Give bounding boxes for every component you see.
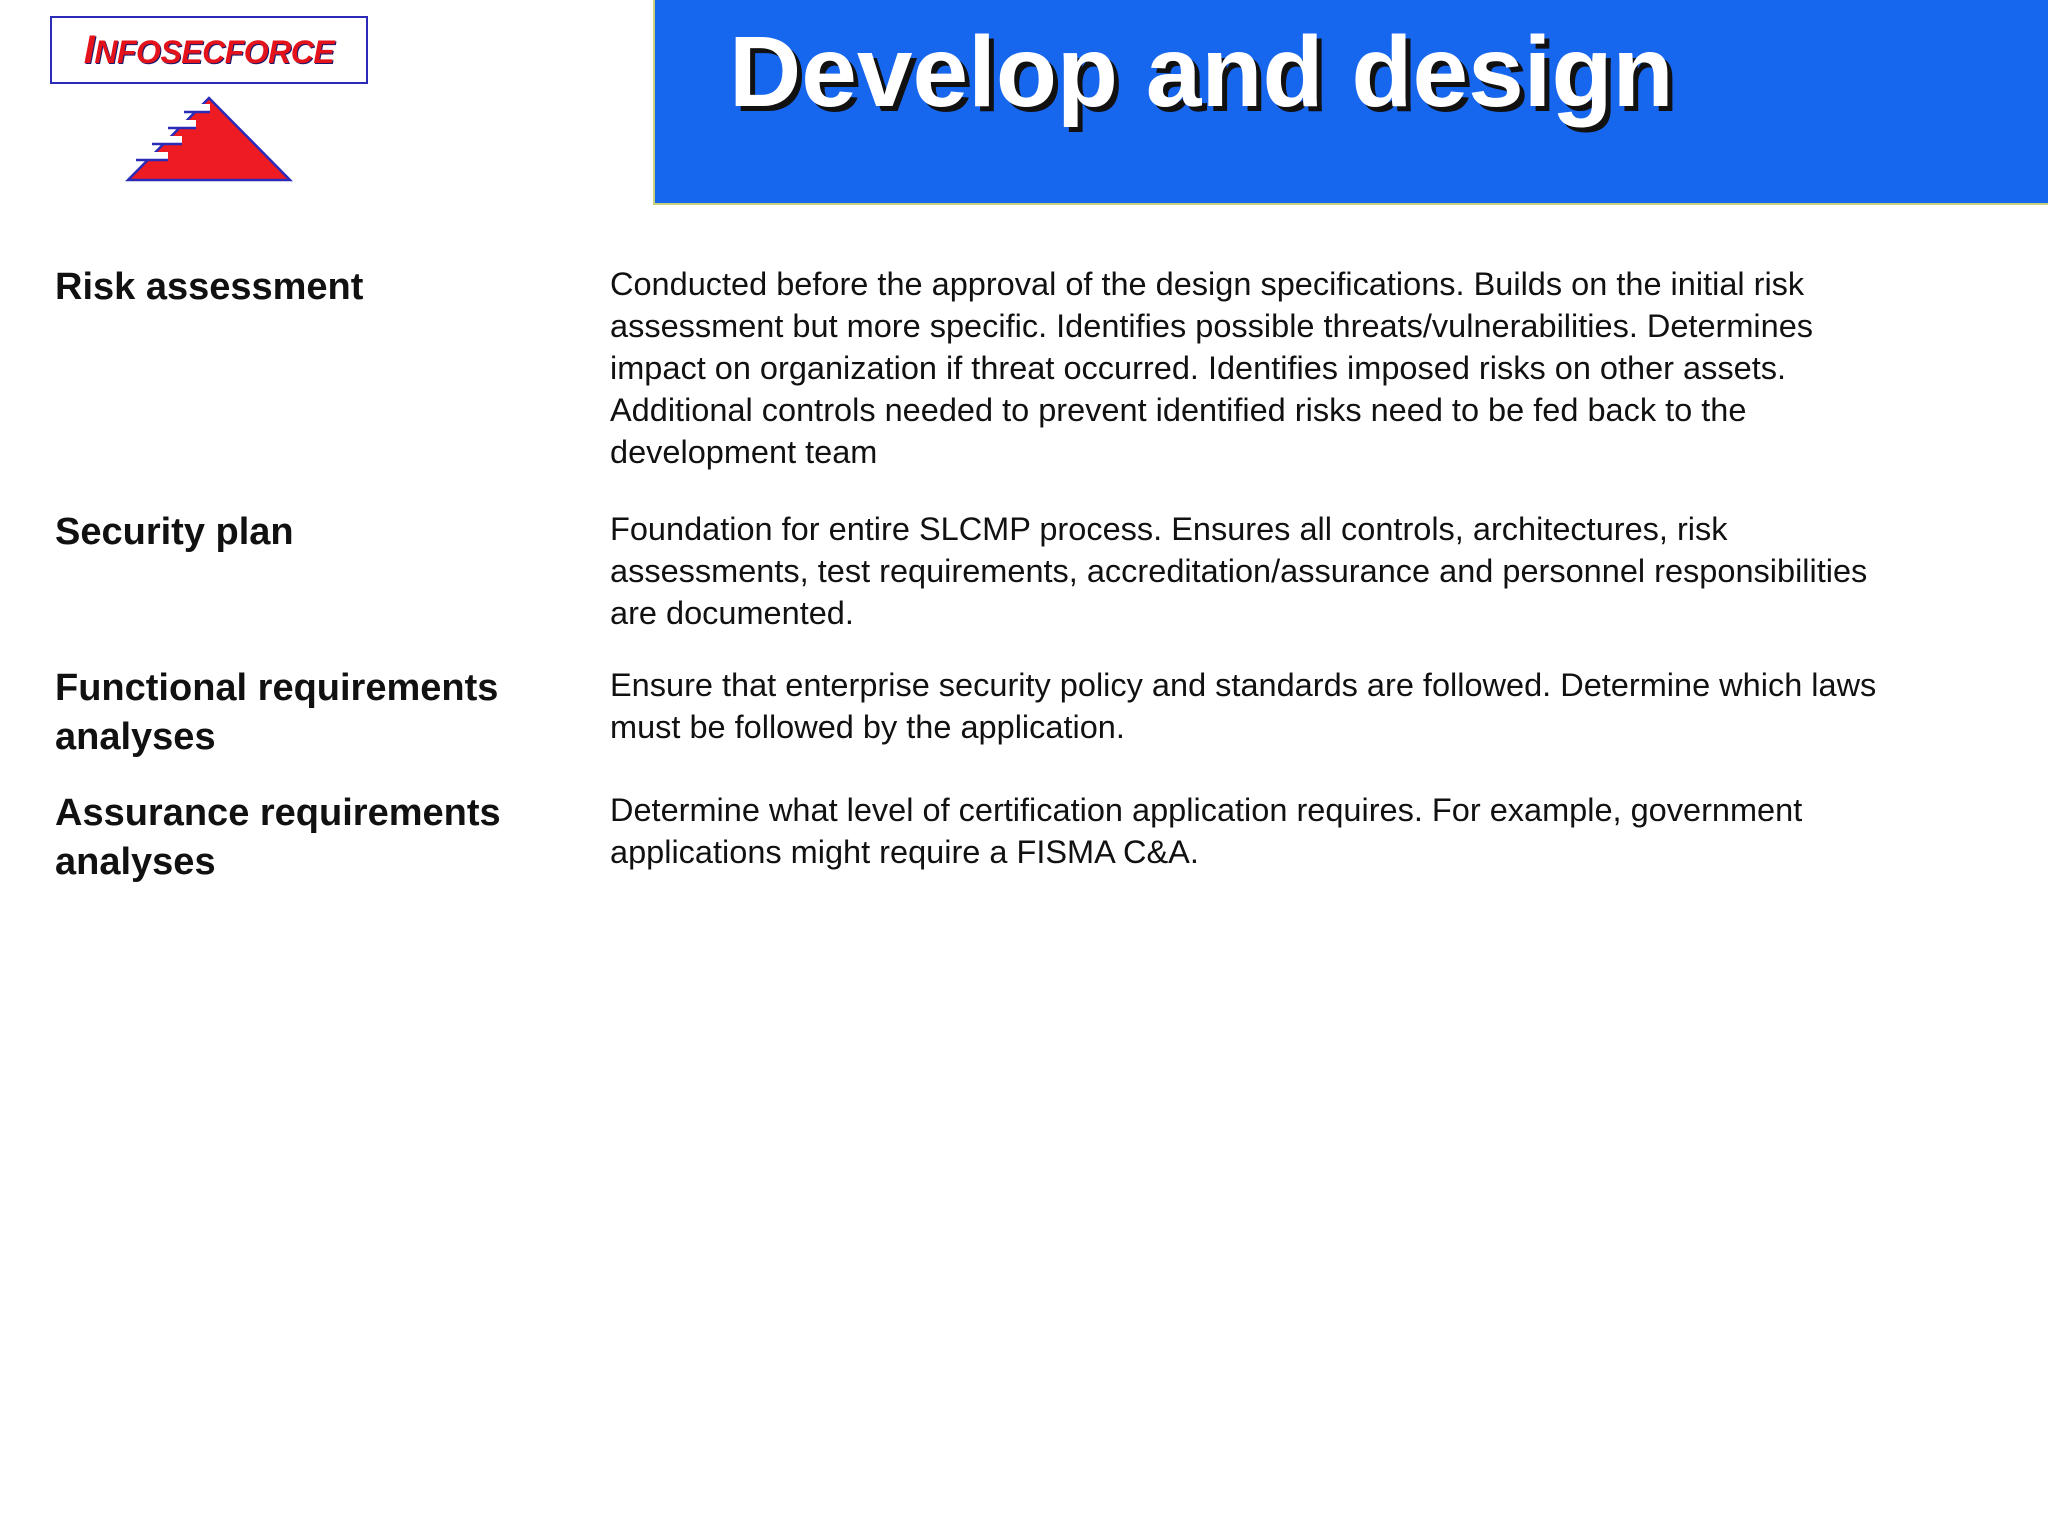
description-assurance-requirements: Determine what level of certification application requires. For example, government applications might require a FISMA C&A. [610,792,1803,870]
term-functional-requirements: Functional requirements analyses [55,667,499,758]
slide-title: Develop and design [729,16,1674,128]
description-risk-assessment: Conducted before the approval of the design specifications. Builds on the initial risk assessment but more specific. Identifies possible threats/vulnerabilities. Determines impact on organization if threat occurred. Identifies imposed risks on other assets. Additional controls needed to prevent identified risks need to be fed back to the development team [610,266,1814,470]
title-banner [653,0,2048,205]
logo-initial: I [83,27,95,72]
logo-wordmark [84,28,334,73]
logo-rest: NFOSECFORCE [94,33,335,70]
term-assurance-requirements: Assurance requirements analyses [55,792,501,883]
company-logo [50,16,368,84]
term-risk-assessment: Risk assessment [55,266,364,308]
description-functional-requirements: Ensure that enterprise security policy and standards are followed. Determine which laws must be followed by the application. [610,667,1877,745]
description-security-plan: Foundation for entire SLCMP process. Ensures all controls, architectures, risk assessments, test requirements, accreditation/assurance and personnel responsibilities are documented. [610,511,1868,631]
term-security-plan: Security plan [55,511,294,553]
stepped-triangle-logo-icon [124,94,294,184]
